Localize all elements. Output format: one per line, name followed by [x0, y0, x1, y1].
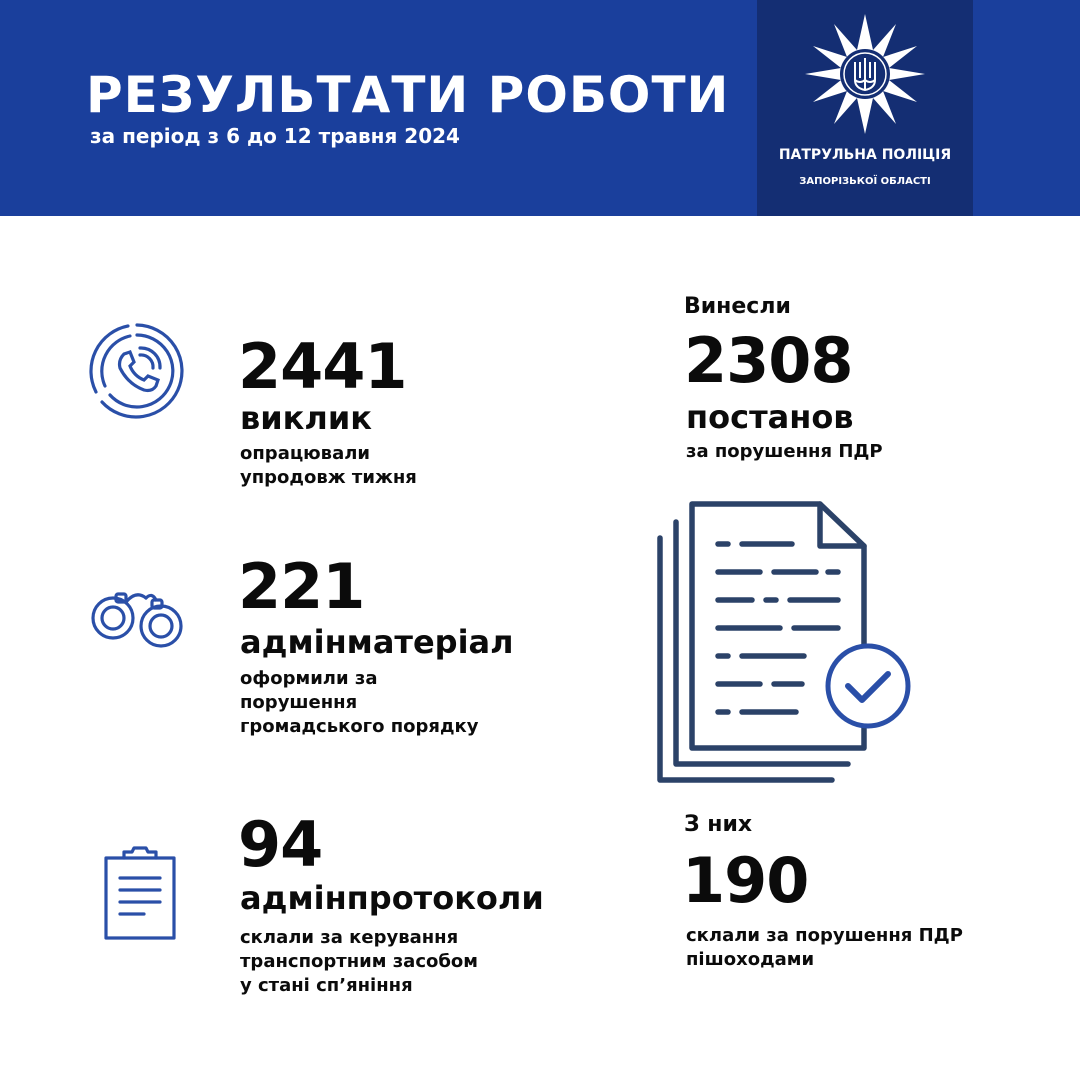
admin-materials-unit: адмінматеріал: [240, 623, 514, 661]
resolutions-unit: постанов: [686, 398, 854, 436]
pedestrians-desc-line1: склали за порушення ПДР: [686, 925, 963, 946]
header-banner: [0, 0, 1080, 216]
badge-title: ПАТРУЛЬНА ПОЛІЦІЯ: [778, 147, 952, 163]
admin-materials-desc-line1: оформили за: [240, 668, 378, 689]
clipboard-icon: [102, 846, 178, 942]
pedestrians-number: 190: [682, 844, 809, 917]
documents-checkmark-icon: [656, 498, 914, 786]
resolutions-pre: Винесли: [684, 294, 791, 319]
admin-protocols-unit: адмінпротоколи: [240, 879, 544, 917]
resolutions-desc: за порушення ПДР: [686, 441, 883, 462]
calls-number: 2441: [238, 330, 407, 403]
calls-desc-line2: упродовж тижня: [240, 467, 417, 488]
admin-materials-desc-line2: порушення: [240, 692, 358, 713]
calls-desc-line1: опрацювали: [240, 443, 371, 464]
admin-materials-number: 221: [238, 550, 365, 623]
phone-call-icon: [88, 322, 186, 420]
pedestrians-desc-line2: пішоходами: [686, 949, 815, 970]
badge-region: ЗАПОРІЗЬКОЇ ОБЛАСТІ: [799, 176, 931, 187]
resolutions-number: 2308: [684, 324, 853, 397]
calls-unit: виклик: [240, 399, 372, 437]
admin-protocols-desc-line1: склали за керування: [240, 927, 459, 948]
admin-materials-desc-line3: громадського порядку: [240, 716, 479, 737]
police-badge: [757, 0, 973, 216]
admin-protocols-desc-line3: у стані сп’яніння: [240, 975, 413, 996]
admin-protocols-number: 94: [238, 808, 323, 881]
police-star-trident-icon: [803, 12, 927, 136]
page-title: РЕЗУЛЬТАТИ РОБОТИ: [86, 66, 730, 124]
admin-protocols-desc-line2: транспортним засобом: [240, 951, 479, 972]
handcuffs-icon: [86, 578, 190, 662]
pedestrians-pre: З них: [684, 812, 753, 837]
page-subtitle: за період з 6 до 12 травня 2024: [90, 124, 460, 148]
